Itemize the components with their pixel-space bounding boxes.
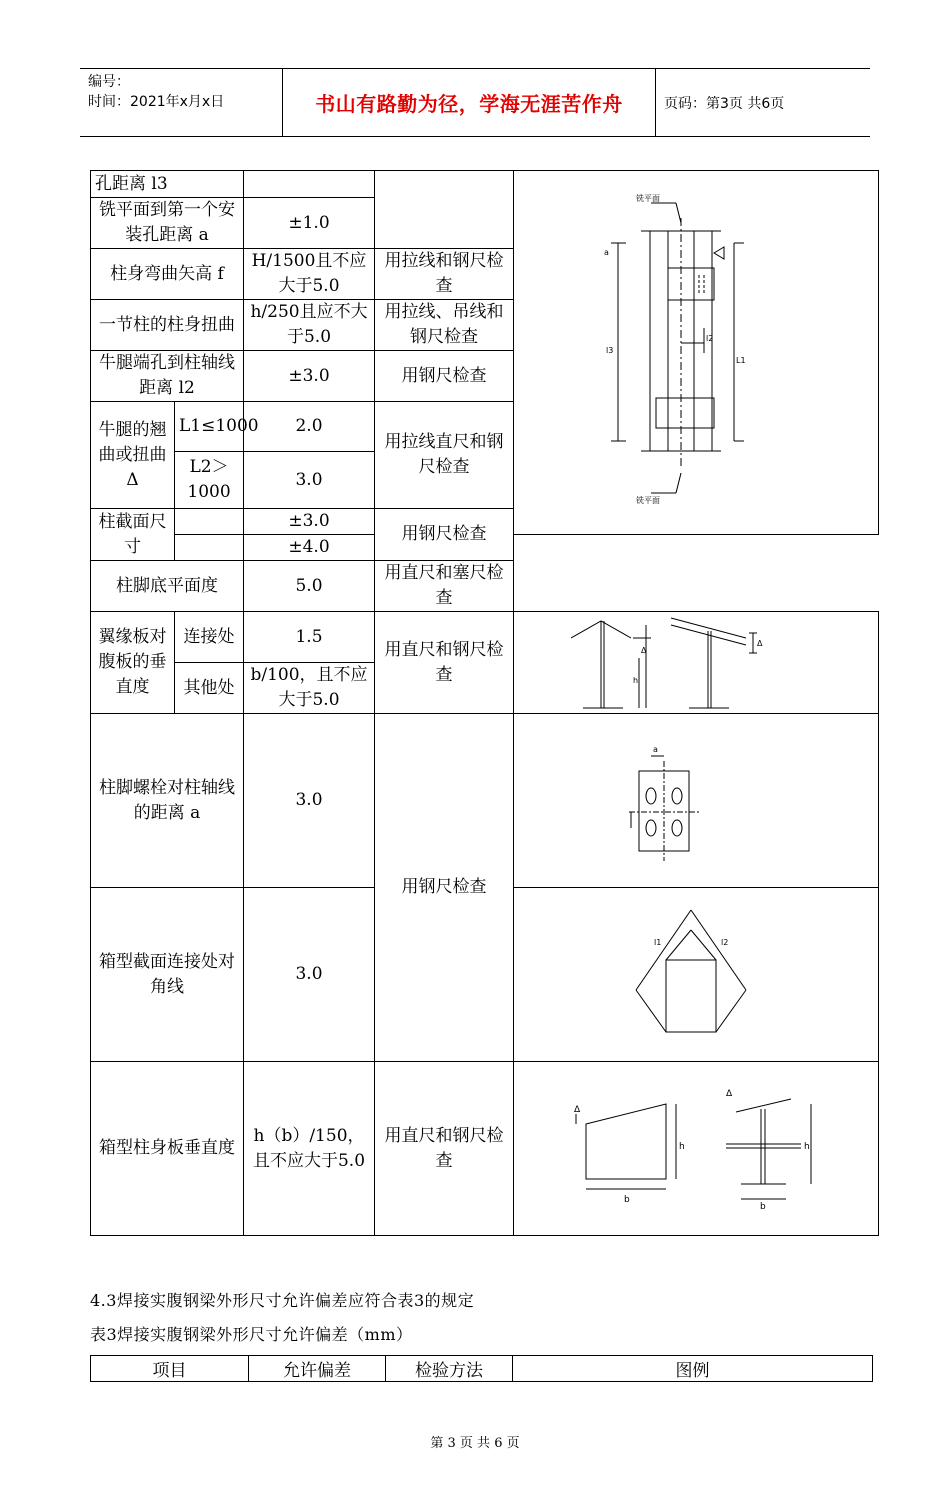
cell-empty — [244, 171, 375, 198]
tol-connection: 1.5 — [244, 612, 375, 663]
flange-figure — [514, 612, 879, 714]
t3-header-method: 检验方法 — [386, 1356, 513, 1382]
row-bracket-warp: 牛腿的翘曲或扭曲 Δ — [91, 402, 175, 509]
method-column-twist: 用拉线、吊线和钢尺检查 — [375, 300, 514, 351]
date-label: 时间：2021年x月x日 — [88, 94, 225, 110]
tol-section-1: ±3.0 — [244, 509, 375, 535]
box-diagonal-drawing — [596, 900, 796, 1050]
section-paragraph: 4.3焊接实腹钢梁外形尺寸允许偏差应符合表3的规定 — [90, 1291, 475, 1310]
a-label: a — [604, 247, 609, 257]
code-label: 编号： — [88, 74, 130, 90]
cell-empty — [175, 535, 244, 561]
tol-bracket-hole: ±3.0 — [244, 351, 375, 402]
tol-column-bend: H/1500且不应大于5.0 — [244, 249, 375, 300]
header-meta — [88, 72, 224, 112]
row-hole-distance-l3: 孔距离 l3 — [91, 171, 244, 198]
h-label-box: h — [679, 1141, 685, 1152]
header-page-info: 页码：第3页 共6页 — [664, 95, 785, 112]
sub-connection: 连接处 — [175, 612, 244, 663]
tol-anchor-bolt: 3.0 — [244, 714, 375, 888]
method-box-plate-vertical: 用直尺和钢尺检查 — [375, 1062, 514, 1236]
method-column-bend: 用拉线和钢尺检查 — [375, 249, 514, 300]
delta-label-h: Δ — [726, 1088, 733, 1099]
tol-L1: 2.0 — [244, 402, 375, 452]
box-plate-drawing — [566, 1084, 826, 1214]
box-diagonal-figure — [514, 888, 879, 1062]
tol-column-twist: h/250且应不大于5.0 — [244, 300, 375, 351]
l1-label: l1 — [654, 937, 662, 947]
row-anchor-bolt: 柱脚螺栓对柱轴线的距离 a — [91, 714, 244, 888]
sub-other: 其他处 — [175, 663, 244, 714]
row-section-size: 柱截面尺寸 — [91, 509, 175, 561]
a-label-anchor: a — [653, 744, 658, 754]
tol-section-2: ±4.0 — [244, 535, 375, 561]
t3-header-item: 项目 — [91, 1356, 249, 1382]
delta-label-2: Δ — [757, 638, 763, 648]
delta-label: Δ — [641, 645, 647, 655]
row-base-flatness: 柱脚底平面度 — [91, 561, 244, 612]
cell-empty-method — [375, 171, 514, 249]
l2-diag-label: l2 — [721, 937, 729, 947]
l3-label: l3 — [606, 345, 614, 355]
tol-box-diagonal: 3.0 — [244, 888, 375, 1062]
flange-drawing — [571, 613, 821, 713]
mill-face-label-bottom: 铣平面 — [636, 495, 661, 505]
t3-header-tolerance: 允许偏差 — [249, 1356, 386, 1382]
sub-L2: L2＞1000 — [175, 452, 244, 509]
method-flange: 用直尺和钢尺检查 — [375, 612, 514, 714]
l2-label: l2 — [706, 333, 714, 343]
row-column-bend: 柱身弯曲矢高 f — [91, 249, 244, 300]
tol-L2: 3.0 — [244, 452, 375, 509]
sub-L1: L1≤1000 — [175, 402, 244, 452]
h-label-flange: h — [633, 675, 639, 685]
method-section-size: 用钢尺检查 — [375, 509, 514, 561]
page-footer: 第 3 页 共 6 页 — [430, 1436, 520, 1451]
anchor-bolt-drawing — [571, 716, 821, 886]
page-header — [80, 68, 870, 137]
tol-mill-face-to-hole: ±1.0 — [244, 198, 375, 249]
tol-base-flatness: 5.0 — [244, 561, 375, 612]
column-elevation-drawing — [596, 193, 796, 513]
box-plate-figure — [514, 1062, 879, 1236]
tol-other: b/100，且不应大于5.0 — [244, 663, 375, 714]
method-anchor-diagonal: 用钢尺检查 — [375, 714, 514, 1062]
method-base-flatness: 用直尺和塞尺检查 — [375, 561, 514, 612]
mill-face-label-top: 铣平面 — [636, 193, 661, 203]
row-column-twist: 一节柱的柱身扭曲 — [91, 300, 244, 351]
row-bracket-hole: 牛腿端孔到柱轴线距离 l2 — [91, 351, 244, 402]
row-box-plate-vertical: 箱型柱身板垂直度 — [91, 1062, 244, 1236]
tol-box-plate-vertical: h（b）/150，且不应大于5.0 — [244, 1062, 375, 1236]
b-label-h: b — [760, 1201, 766, 1212]
t3-header-figure: 图例 — [513, 1356, 873, 1382]
L1-label: L1 — [736, 355, 746, 365]
h-label-h: h — [804, 1141, 810, 1152]
method-bracket-warp: 用拉线直尺和钢尺检查 — [375, 402, 514, 509]
table3 — [90, 1355, 873, 1382]
delta-label-box: Δ — [574, 1104, 581, 1115]
cell-empty — [175, 509, 244, 535]
row-box-diagonal: 箱型截面连接处对角线 — [91, 888, 244, 1062]
method-bracket-hole: 用钢尺检查 — [375, 351, 514, 402]
b-label-box: b — [624, 1194, 630, 1205]
row-mill-face-to-hole: 铣平面到第一个安装孔距离 a — [91, 198, 244, 249]
tolerance-table — [90, 170, 879, 1236]
anchor-bolt-figure — [514, 714, 879, 888]
header-motto: 书山有路勤为径，学海无涯苦作舟 — [282, 69, 656, 136]
row-flange-perpendicularity: 翼缘板对腹板的垂直度 — [91, 612, 175, 714]
table3-caption: 表3焊接实腹钢梁外形尺寸允许偏差（mm） — [90, 1325, 413, 1344]
column-elevation-figure — [514, 171, 879, 535]
